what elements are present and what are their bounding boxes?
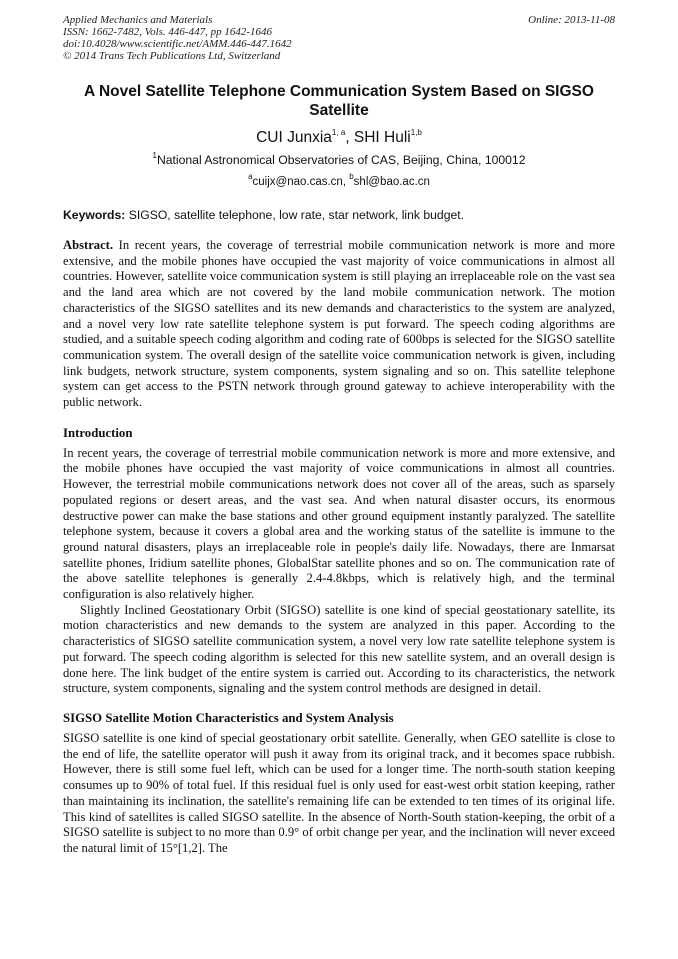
- introduction-heading: Introduction: [63, 425, 133, 440]
- keywords-text: SIGSO, satellite telephone, low rate, star network, link budget.: [125, 208, 465, 222]
- affiliation-text: National Astronomical Observatories of CAS, Beijing, China, 100012: [156, 153, 526, 167]
- abstract-label: Abstract.: [63, 238, 114, 252]
- author-line: [63, 129, 615, 147]
- keywords: [63, 208, 615, 223]
- paper-page: [63, 0, 615, 857]
- abstract-text: In recent years, the coverage of terrestrial mobile communication network is more and more extensive, and the mobile phones have occupied the vast majority of voice communications in almost all countries. However, satellite voice communication system is still playing an irreplaceable role on the vast sea and the land area which are not covered by the land mobile communication network. The motion characteristics of the SIGSO satellites and its new demands and characteristics to the system are analyzed, and a novel very low rate satellite telephone system is put forward. The speech coding algorithms are studied, and a suitable speech coding algorithm and coding rate of 600bps is selected for the SIGSO satellite communication system. The overall design of the satellite voice communication network is given, including link budgets, network structure, system components, system signaling and so on. This satellite telephone system can get access to the PSTN network through ground gateway to achieve interoperability with the public network.: [63, 238, 615, 410]
- sigso-section-body: [63, 731, 615, 857]
- introduction-body: [63, 446, 615, 697]
- introduction-paragraph-1: In recent years, the coverage of terrestrial mobile communication network is more and more extensive, and the mobile phones have occupied the vast majority of voice communications in almost all countries. However, the terrestrial mobile communications network does not cover all of the areas, such as sparsely populated regions or desert areas, and the vast sea. And when natural disaster occurs, its enormous destructive power can make the base stations and other ground equipment instantly paralyzed. The satellite telephone system, because it covers a global area and the working status of the satellite is immune to the ground natural disasters, plays an irreplaceable role in people's daily life. Nowadays, there are Inmarsat satellite phones, Iridium satellite phones, GlobalStar satellite phones and so on. The communication rate of the above satellite telephones is generally 2.4-4.8kbps, which is relatively high, and the terminal configuration is also relatively higher.: [63, 445, 615, 602]
- introduction-paragraph-2: Slightly Inclined Geostationary Orbit (SIGSO) satellite is one kind of special geostationary satellite, its motion characteristics and new demands to the system are analyzed in this paper. According to the characteristics of SIGSO satellite communication system, a novel very low rate satellite telephone system is put forward. The speech coding algorithm is selected for this new satellite system, and an overall design is done here. The link budget of the entire system is carried out. According to its characteristics, the network structure, system components, signaling and the system control methods are designed in detail.: [63, 602, 615, 696]
- copyright-line: © 2014 Trans Tech Publications Ltd, Switzerland: [63, 50, 281, 62]
- email-a: cuijx@nao.cas.cn,: [252, 176, 350, 188]
- email-a-mark: a: [248, 172, 253, 182]
- keywords-label: Keywords:: [63, 208, 126, 222]
- issn-line: ISSN: 1662-7482, Vols. 446-447, pp 1642-1646: [63, 26, 272, 38]
- doi-line: doi:10.4028/www.scientific.net/AMM.446-447.1642: [63, 38, 292, 50]
- author-2-name: SHI Huli: [353, 129, 411, 146]
- journal-name: Applied Mechanics and Materials: [63, 14, 213, 26]
- author-2-affiliation-mark: 1,b: [410, 127, 422, 137]
- author-separator: ,: [345, 129, 354, 146]
- online-date: Online: 2013-11-08: [528, 14, 615, 26]
- affiliation-mark: 1: [152, 150, 157, 160]
- journal-header: [63, 14, 615, 62]
- email-b-mark: b: [349, 172, 354, 182]
- email-line: [63, 172, 615, 189]
- author-1-affiliation-mark: 1, a: [331, 127, 346, 137]
- email-b: shl@bao.ac.cn: [353, 176, 430, 188]
- sigso-paragraph-1: SIGSO satellite is one kind of special geostationary orbit satellite. Generally, when GEO satellite is close to the end of life, the satellite operator will push it away from its original track, and it becomes space rubbish. However, there is still some fuel left, which can be used for a longer time. The north-south station keeping consumes up to 90% of total fuel. If this residual fuel is only used for east-west orbit station keeping, rather than maintaining its inclination, the satellite's remaining life can be extended to ten times of its original life. This kind of satellites is called SIGSO satellite. In the absence of North-South station-keeping, the orbit of a SIGSO satellite is subject to no more than 0.9° of orbit change per year, and the inclination will never exceed the natural limit of 15°[1,2]. The: [63, 730, 615, 855]
- abstract: [63, 238, 615, 411]
- author-1-name: CUI Junxia: [256, 129, 332, 146]
- paper-title: A Novel Satellite Telephone Communication System Based on SIGSO Satellite: [84, 83, 594, 119]
- sigso-section-heading: SIGSO Satellite Motion Characteristics and System Analysis: [63, 710, 394, 725]
- affiliation: [63, 150, 615, 168]
